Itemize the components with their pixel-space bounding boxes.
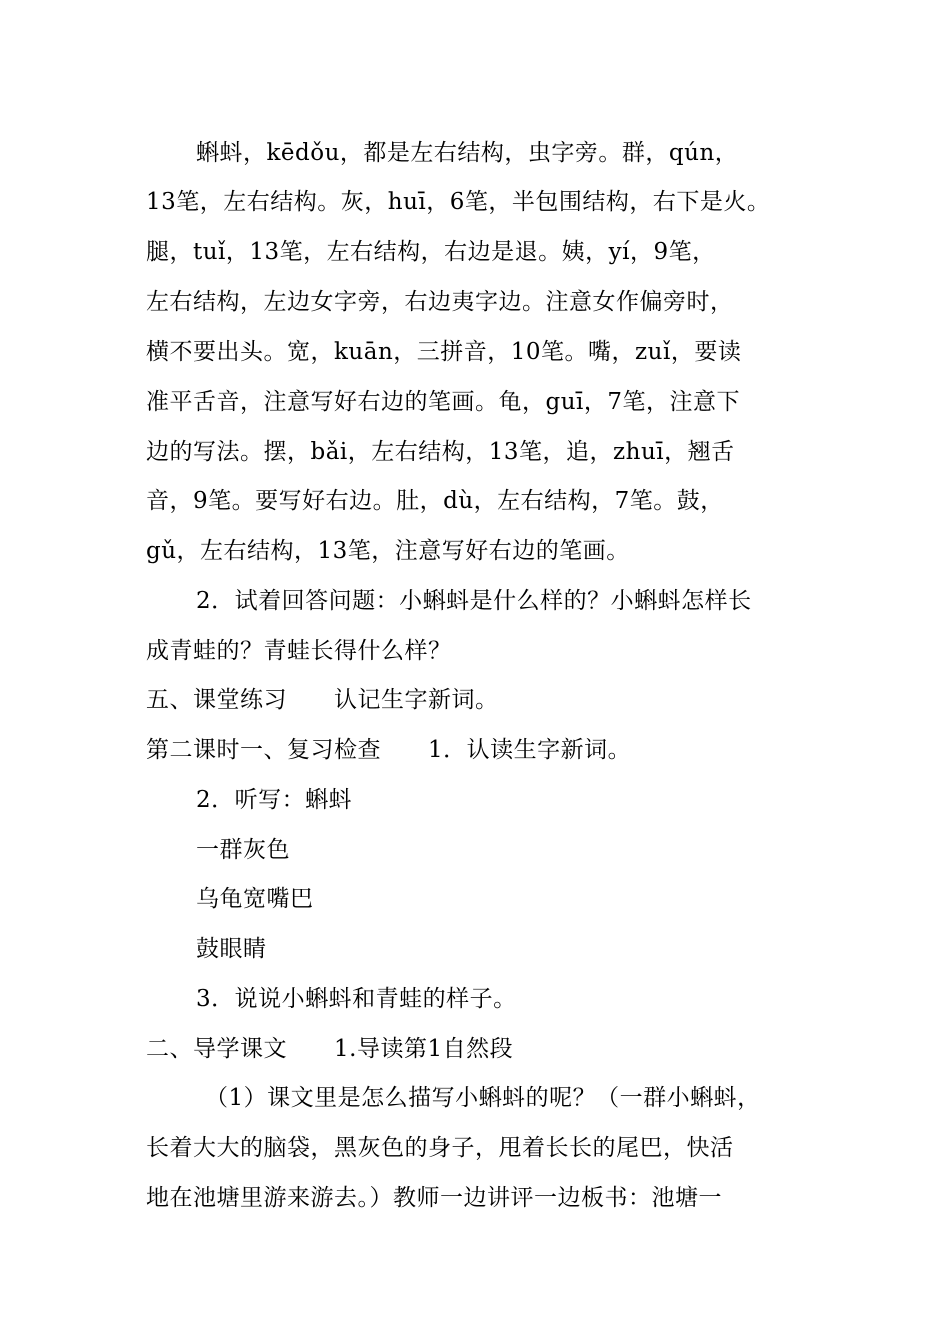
text-line: 蝌蚪，kēdǒu，都是左右结构，虫字旁。群，qún， xyxy=(196,140,739,166)
text-line: 准平舌音，注意写好右边的笔画。龟，guī，7笔，注意下 xyxy=(146,389,741,415)
text-line: 左右结构，左边女字旁，右边夷字边。注意女作偏旁时， xyxy=(146,289,734,315)
text-line: 长着大大的脑袋，黑灰色的身子，甩着长长的尾巴，快活 xyxy=(146,1135,734,1161)
text-line: 一群灰色 xyxy=(196,837,290,863)
text-line: 腿，tuǐ，13笔，左右结构，右边是退。姨，yí，9笔， xyxy=(146,239,716,265)
text-line: （1）课文里是怎么描写小蝌蚪的呢？（一群小蝌蚪， xyxy=(205,1085,761,1111)
text-line: gǔ，左右结构，13笔，注意写好右边的笔画。 xyxy=(146,538,630,564)
text-line: 横不要出头。宽，kuān，三拼音，10笔。嘴，zuǐ，要读 xyxy=(146,339,742,365)
text-line: 鼓眼睛 xyxy=(196,936,267,962)
section-heading: 第二课时一、复习检查 1．认读生字新词。 xyxy=(146,737,632,763)
section-heading: 二、导学课文 1.导读第1自然段 xyxy=(146,1036,514,1062)
text-line: 地在池塘里游来游去。）教师一边讲评一边板书：池塘一 xyxy=(146,1185,722,1211)
text-line: 乌龟宽嘴巴 xyxy=(196,886,314,912)
text-line: 成青蛙的？青蛙长得什么样？ xyxy=(146,638,452,664)
text-line: 音，9笔。要写好右边。肚，dù，左右结构，7笔。鼓， xyxy=(146,488,724,514)
section-heading: 五、课堂练习 认记生字新词。 xyxy=(146,687,499,713)
text-line: 2．听写：蝌蚪 xyxy=(196,787,353,813)
text-line: 2．试着回答问题：小蝌蚪是什么样的？小蝌蚪怎样长 xyxy=(196,588,752,614)
text-line: 13笔，左右结构。灰，huī，6笔，半包围结构，右下是火。 xyxy=(146,189,771,215)
text-line: 边的写法。摆，bǎi，左右结构，13笔，追，zhuī，翘舌 xyxy=(146,439,735,465)
text-line: 3．说说小蝌蚪和青蛙的样子。 xyxy=(196,986,517,1012)
